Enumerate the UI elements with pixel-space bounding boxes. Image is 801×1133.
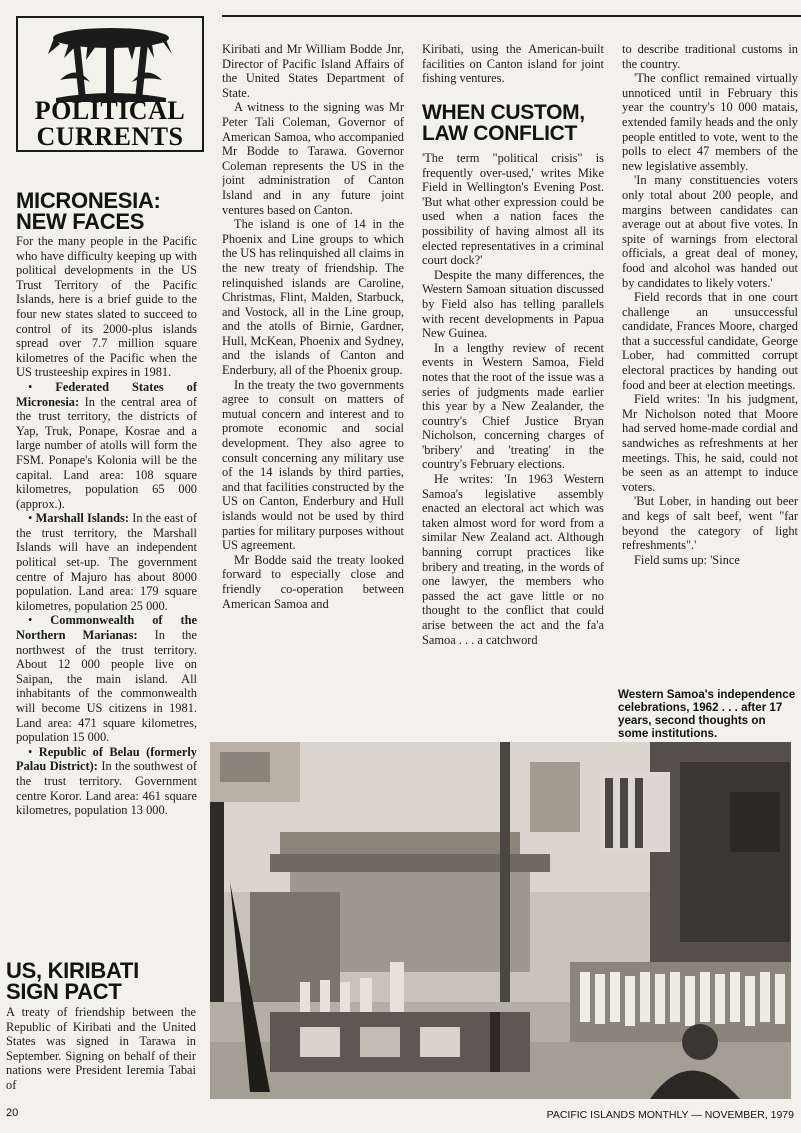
kiribati-headline: [6, 960, 206, 1002]
custom-article-cont: [622, 42, 798, 684]
custom-p2: Despite the many differences, the Western Samoan situation discussed by Field also has telling parallels with recent developments in Papua New Guinea.: [422, 267, 604, 341]
kiribati-article-start: [6, 1005, 196, 1093]
custom-p3: In a lengthy review of recent events in Western Samoa, Field notes that the root of the issue was a series of judgments made earlier this year by a New Zealander, the country's Chief Justice Bryan Nicholson, concerning charges of 'bribery' and 'treating' in the country's February elections.: [422, 340, 604, 472]
bullet-icon: •: [28, 613, 51, 628]
kiribati-p3: The island is one of 14 in the Phoenix and Line groups to which the US has relinquished all claims in the new treaty of friendship. The relinquished islands are Caroline, Christmas, Flint, Malden, Starbuck, and Vostock, all in the Line group, and the atolls of Birnie, Gardner, Hull, McKean, Phoenix and Sydney, and the islands of Canton and Enderbury, all of the Phoenix group.: [222, 217, 404, 378]
custom-p1: 'The term "political crisis" is frequently over-used,' writes Mike Field in Wellington's Evening Post. 'But what other expression could be used when a nation faces the possibility of having almost all its elected representatives in a criminal court dock?': [422, 151, 604, 268]
logo-title-line-1: POLITICAL: [34, 96, 186, 125]
fsm-label: Federated States of Micronesia:: [16, 379, 197, 409]
kiribati-p1: A treaty of friendship between the Republic of Kiribati and the United States was signed in Tarawa in September. Signing on behalf of their nations were President Ieremia Tabai of: [6, 1005, 196, 1092]
belau-label: Republic of Belau (formerly Palau District):: [16, 744, 197, 774]
custom-p5: to describe traditional customs in the country.: [622, 42, 798, 71]
custom-headline-line-2: LAW CONFLICT: [422, 122, 578, 145]
custom-p7: 'In many constituencies voters only total about 200 people, and margins between candidates can average out at about five votes. In spite of warnings from electoral officials, a great deal of money, food and alcohol was handed out by candidates to likely voters.': [622, 173, 798, 290]
belau-text: In the southwest of the trust territory. Government centre Koror. Land area: 461 square kilometres, population 13 000.: [16, 759, 197, 818]
independence-celebration-photo: [210, 742, 791, 1099]
kiribati-p2: A witness to the signing was Mr Peter Tali Coleman, Governor of American Samoa, who accompanied Mr Bodde to Tarawa. Governor Coleman represents the US in the joint administration of Canton Island and in any future joint ventures based on Canton.: [222, 100, 404, 217]
ceremony-scene-image: [210, 742, 791, 1099]
custom-headline-line-1: WHEN CUSTOM,: [422, 101, 585, 124]
kiribati-p5-cont: Kiribati, using the American-built facilities on Canton island for joint fishing ventures.: [422, 42, 604, 86]
kiribati-p4: In the treaty the two governments agree to consult on matters of mutual concern and interest and to promote economic and social development. They also agree to consult concerning any military use of the 14 islands by third parties, and that facilities constructed by the US on Canton, Enderbury and Hull islands would not be used by third parties for military purposes without US agreement.: [222, 377, 404, 553]
micronesia-headline-line-2: NEW FACES: [16, 209, 145, 234]
publication-footer: PACIFIC ISLANDS MONTHLY — NOVEMBER, 1979: [546, 1109, 794, 1121]
micronesia-intro: For the many people in the Pacific who have difficulty keeping up with political developments in the US Trust Territory of the Pacific Islands, here is a brief guide to the four new states slated to succeed to control of its 2000-plus islands spread over 7.7 million square kilometres of the Pacific when the US trusteeship expires in 1981.: [16, 234, 197, 380]
custom-p8: Field records that in one court challenge an unsuccessful candidate, Frances Moore, charged that a successful candidate, George Lober, had committed corrupt electoral practices by handing out food and beer at election meetings.: [622, 290, 798, 392]
custom-p4: He writes: 'In 1963 Western Samoa's legislative assembly enacted an electoral act which was taken almost word for word from a similar New Zealand act. Although banning corrupt practices like bribery and treating, in the words of one lawyer, the members who passed the act gave little or no thought to the conflict that could arise between the act and the fa'a Samoa . . . a catchword: [422, 472, 604, 647]
palm-trees-icon: [46, 24, 176, 102]
kiribati-headline-line-2: SIGN PACT: [6, 979, 122, 1004]
photo-caption: Western Samoa's independence celebrations, 1962 . . . after 17 years, second thoughts on some institutions.: [618, 688, 796, 740]
top-rule: [222, 15, 801, 17]
kiribati-p1-cont: Kiribati and Mr William Bodde Jnr, Director of Pacific Island Affairs of the United States Department of State.: [222, 42, 404, 100]
kiribati-headline-line-1: US, KIRIBATI: [6, 958, 139, 983]
political-currents-logo: [16, 16, 204, 152]
marianas-text: In the northwest of the trust territory. About 12 000 people live on Saipan, the main island. All inhabitants of the commonwealth will become US citizens in 1981. Land area: 471 square kilometres, population 15 000.: [16, 628, 197, 745]
logo-title-line-2: CURRENTS: [36, 122, 184, 151]
custom-p6: 'The conflict remained virtually unnoticed until in February this year the country's 10 000 matais, extended family heads and the only people entitled to vote, went to the polls to elect 47 members of the new legislative assembly.: [622, 71, 798, 173]
custom-headline: [422, 102, 612, 144]
micronesia-headline-line-1: MICRONESIA:: [16, 188, 161, 213]
marianas-label: Commonwealth of the Northern Marianas:: [16, 613, 197, 643]
kiribati-article-cont: [222, 42, 404, 736]
micronesia-article: [16, 234, 197, 936]
bullet-icon: •: [28, 744, 39, 759]
bullet-icon: •: [28, 379, 56, 394]
marshall-text: In the east of the trust territory, the Marshall Islands will have an independent political set-up. The government centre of Majuro has about 8000 population. Land area: 179 square kilometres, population 25 000.: [16, 511, 197, 613]
marshall-label: Marshall Islands:: [35, 511, 130, 526]
kiribati-p5: Mr Bodde said the treaty looked forward to especially close and friendly co-operation between American Samoa and: [222, 552, 404, 611]
bullet-icon: •: [28, 511, 36, 526]
page-number: 20: [6, 1107, 19, 1119]
custom-p11: Field sums up: 'Since: [634, 552, 740, 567]
custom-article: [422, 151, 604, 735]
micronesia-headline: [16, 190, 206, 232]
kiribati-article-end: [422, 42, 604, 90]
custom-p9: Field writes: 'In his judgment, Mr Nicholson noted that Moore had served home-made cordial and sandwiches as refreshments at her meetings. This, he said, could not be seen as an attempt to induce voters.: [622, 392, 798, 494]
custom-p10: 'But Lober, in handing out beer and kegs of salt beef, went "far beyond the category of light refreshments".': [622, 494, 798, 553]
fsm-text: In the central area of the trust territory, the districts of Yap, Truk, Ponape, Kosrae and a large number of atolls will form the FSM. Ponape's Kolonia will be the capital. Land area: 108 square kilometres, population 65 000 (approx.).: [16, 394, 197, 511]
